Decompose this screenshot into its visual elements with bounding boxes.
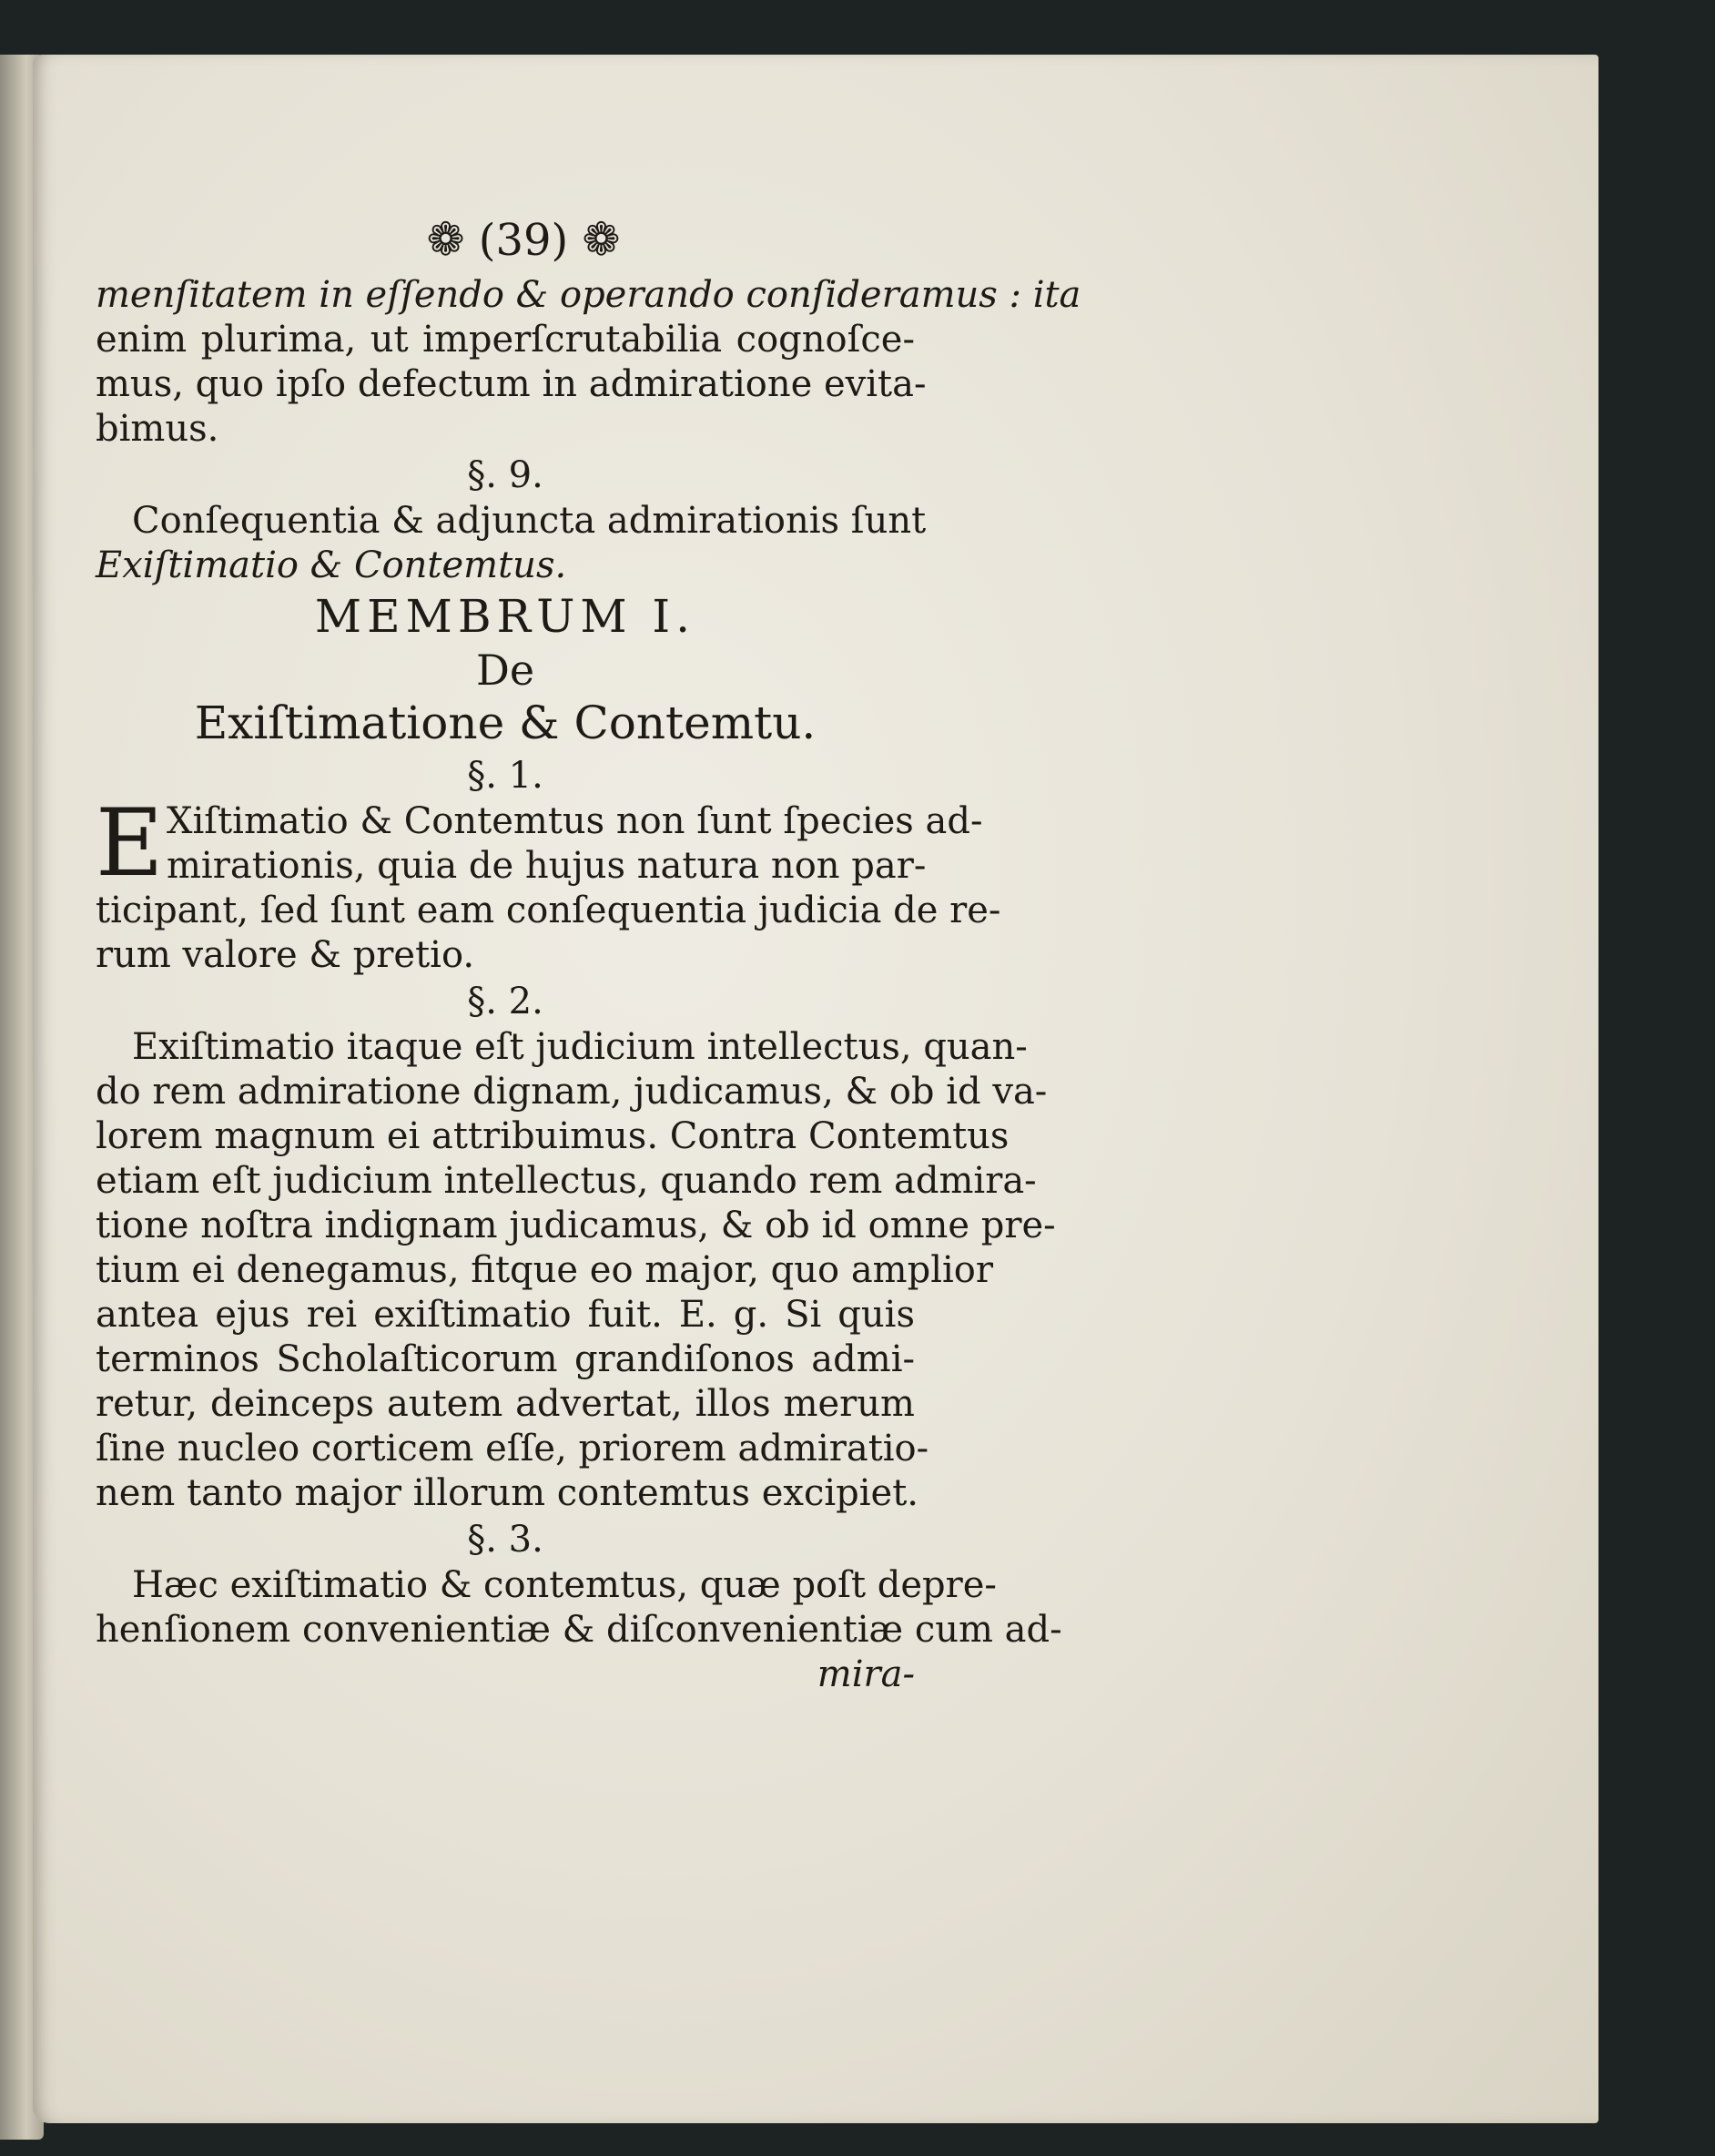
text-line: menſitatem in eſſendo & operando conſideramus : ita <box>96 274 1081 316</box>
text-line: mus, quo ipſo defectum in admiratione evita- <box>96 363 927 405</box>
text-line: retur, deinceps autem advertat, illos merum <box>96 1383 915 1425</box>
text-line: Exiſtimatio itaque eſt judicium intellectus, quan- <box>132 1026 1028 1068</box>
section-3-paragraph <box>96 1563 1062 1697</box>
text-line: enim plurima, ut imperſcrutabilia cognoſce- <box>96 319 915 361</box>
text-line: nem tanto major illorum contemtus excipiet. <box>96 1472 919 1514</box>
section-9-paragraph <box>96 499 927 588</box>
page-header <box>96 208 915 273</box>
section-mark-3: §. 3. <box>467 1519 543 1561</box>
text-line: ticipant, ſed ſunt eam conſequentia judicia de re- <box>96 890 1001 931</box>
text-line: ſine nucleo corticem eſſe, priorem admiratio- <box>96 1428 929 1470</box>
section-2-paragraph <box>96 1025 1056 1516</box>
text-line: mirationis, quia de hujus natura non par- <box>167 845 927 887</box>
ornament-left-icon: ❁ <box>426 213 465 266</box>
text-line: do rem admiratione dignam, judicamus, & ob id va- <box>96 1071 1048 1113</box>
text-line: etiam eſt judicium intellectus, quando rem admira- <box>96 1160 1037 1202</box>
catchword: mira- <box>817 1653 915 1695</box>
text-line: Exiſtimatio & Contemtus. <box>96 544 567 586</box>
text-line: antea ejus rei exiſtimatio fuit. E. g. Si quis <box>96 1294 915 1336</box>
text-line: bimus. <box>96 408 219 450</box>
ornament-right-icon: ❁ <box>582 213 621 266</box>
section-1-paragraph <box>96 789 1001 978</box>
text-line: tione noſtra indignam judicamus, & ob id omne pre- <box>96 1205 1056 1246</box>
text-line: terminos Scholaſticorum grandiſonos admi- <box>96 1338 915 1380</box>
membrum-de: De <box>475 646 535 695</box>
membrum-subtitle: Exiſtimatione & Contemtu. <box>194 697 817 749</box>
drop-cap: E <box>96 789 164 898</box>
text-line: lorem magnum ei attribuimus. Contra Contemtus <box>96 1115 1010 1157</box>
section-mark-1: §. 1. <box>467 755 543 797</box>
page-number: (39) <box>478 215 569 266</box>
section-mark-9: §. 9. <box>467 454 543 496</box>
text-line: Xiſtimatio & Contemtus non ſunt ſpecies ad- <box>167 800 983 842</box>
text-line: Conſequentia & adjuncta admirationis ſunt <box>132 500 927 542</box>
membrum-heading: MEMBRUM I. <box>314 590 696 643</box>
text-line: Hæc exiſtimatio & contemtus, quæ poſt depre- <box>132 1564 997 1606</box>
text-line: rum valore & pretio. <box>96 934 475 976</box>
text-line: henſionem convenientiæ & diſconvenientiæ cum ad- <box>96 1609 1062 1651</box>
page-text <box>96 208 1081 1697</box>
text-line: tium ei denegamus, fitque eo major, quo amplior <box>96 1249 993 1291</box>
section-mark-2: §. 2. <box>467 981 543 1022</box>
intro-paragraph <box>96 273 1081 452</box>
